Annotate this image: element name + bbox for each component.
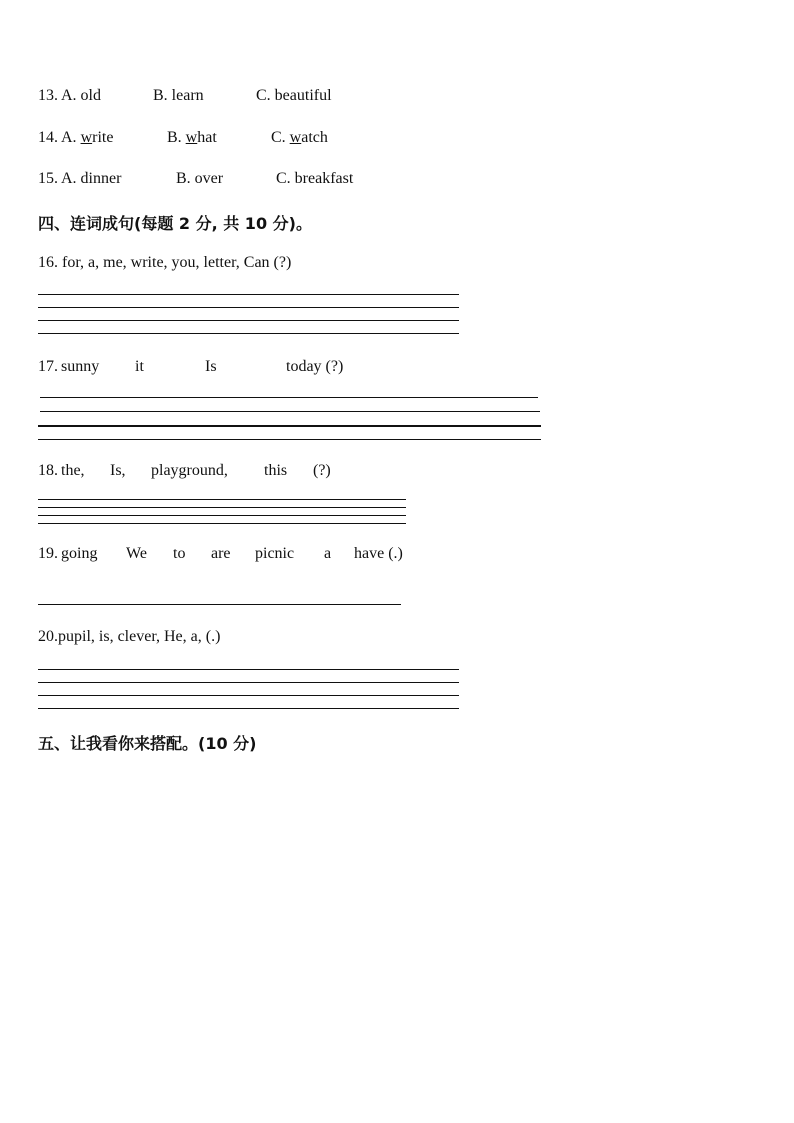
q15-option-b: B. over [176, 170, 224, 187]
q17-word-1: sunny [61, 358, 100, 375]
answer-line [38, 523, 406, 524]
answer-line [38, 499, 406, 500]
answer-line [38, 333, 459, 334]
q19-word-1: going [61, 545, 98, 562]
section-4-heading: 四、连词成句(每题 2 分, 共 10 分)。 [38, 214, 312, 233]
q18-word-2: Is, [110, 462, 126, 479]
q19-number: 19. [38, 545, 58, 562]
q18-word-3: playground, [151, 462, 228, 479]
q18-word-1: the, [61, 462, 85, 479]
q14-c-prefix: C. [271, 129, 290, 146]
question-16-prompt: 16. for, a, me, write, you, letter, Can (?) [38, 254, 292, 271]
q17-word-4: today (?) [286, 358, 344, 375]
q19-word-3: to [173, 545, 186, 562]
q14-a-rest: rite [92, 129, 114, 146]
q17-word-2: it [135, 358, 144, 375]
q14-b-underlined: w [185, 129, 198, 146]
q19-word-4: are [211, 545, 231, 562]
q13-number: 13. [38, 87, 58, 104]
q17-word-3: Is [205, 358, 217, 375]
answer-line [40, 411, 540, 412]
q14-number: 14. [38, 129, 58, 146]
answer-line [38, 294, 459, 295]
answer-line [38, 307, 459, 308]
q14-b-prefix: B. [167, 129, 186, 146]
answer-line [38, 682, 459, 683]
q13-option-a: A. old [61, 87, 101, 104]
answer-line [38, 439, 541, 440]
answer-line [38, 604, 401, 605]
section-5-heading: 五、让我看你来搭配。(10 分) [38, 734, 257, 753]
q14-option-c [271, 129, 328, 147]
q14-b-rest: hat [197, 129, 217, 146]
answer-line [38, 320, 459, 321]
answer-line [40, 397, 538, 398]
answer-line [38, 695, 459, 696]
q18-number: 18. [38, 462, 58, 479]
q13-option-c: C. beautiful [256, 87, 332, 104]
q14-a-underlined: w [80, 129, 93, 146]
q19-word-2: We [126, 545, 147, 562]
q18-word-5: (?) [313, 462, 331, 479]
question-20-prompt: 20.pupil, is, clever, He, a, (.) [38, 628, 221, 645]
q19-word-5: picnic [255, 545, 295, 562]
answer-line [38, 669, 459, 670]
q15-option-c: C. breakfast [276, 170, 354, 187]
q17-number: 17. [38, 358, 58, 375]
q14-option-b [167, 129, 217, 147]
q14-a-prefix: A. [61, 129, 81, 146]
q14-c-rest: atch [301, 129, 328, 146]
q14-option-a [61, 129, 113, 147]
q15-option-a: A. dinner [61, 170, 122, 187]
answer-line [38, 708, 459, 709]
answer-line [38, 515, 406, 516]
q14-c-underlined: w [289, 129, 302, 146]
answer-line [38, 507, 406, 508]
q13-option-b: B. learn [153, 87, 204, 104]
q19-word-7: have (.) [354, 545, 403, 562]
answer-line [38, 425, 541, 427]
q19-word-6: a [324, 545, 332, 562]
q18-word-4: this [264, 462, 288, 479]
q15-number: 15. [38, 170, 58, 187]
